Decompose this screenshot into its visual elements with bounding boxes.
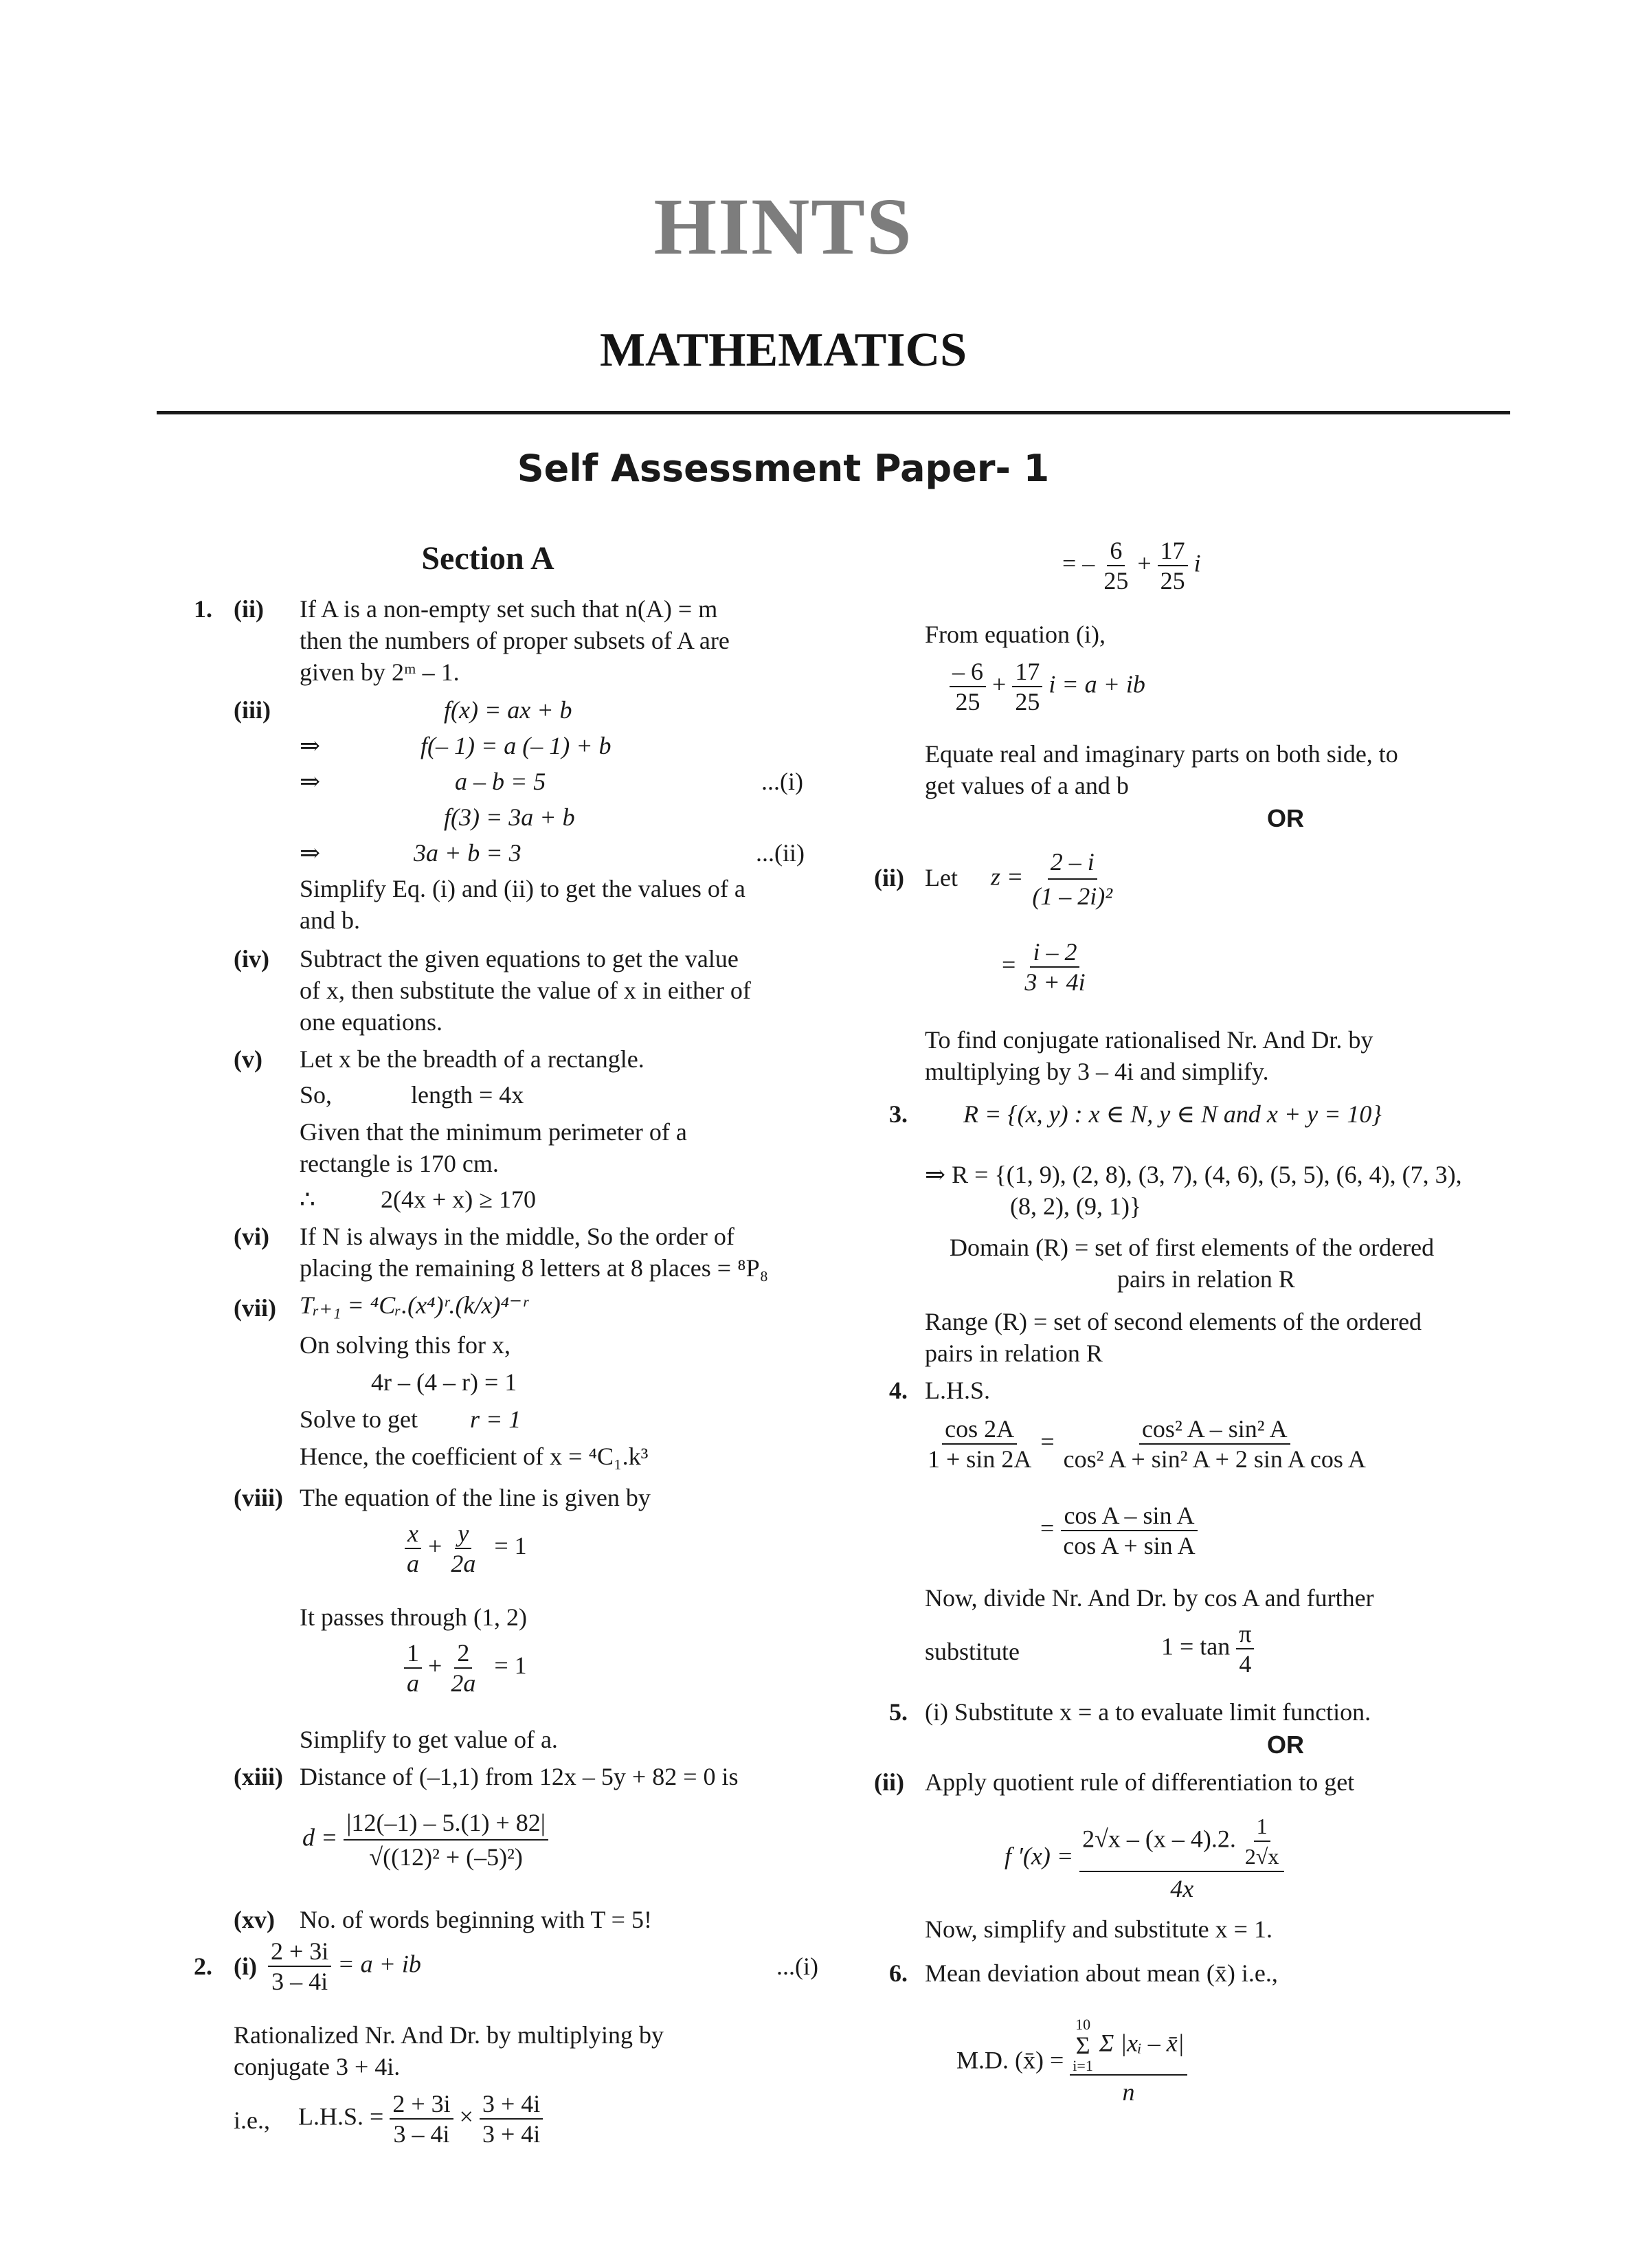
question-number: 2. (194, 1953, 212, 1980)
text-line: (i) Substitute x = a to evaluate limit function. (925, 1698, 1371, 1726)
implies-symbol: ⇒ (300, 768, 321, 795)
text-line: i.e., (234, 2106, 270, 2134)
equation: f(3) = 3a + b (444, 803, 575, 831)
equation: 4r – (4 – r) = 1 (371, 1368, 517, 1396)
text-line: Now, simplify and substitute x = 1. (925, 1915, 1272, 1943)
text-line: Solve to get (300, 1405, 418, 1433)
text-line: If A is a non-empty set such that n(A) = m (300, 595, 718, 623)
equation-fraction: $\frac{x}{a}$ + $\frac{y}{2a}$ = 1 (404, 1519, 527, 1578)
question-number: 1. (194, 595, 212, 623)
equation-fraction: 1 = tan $\frac{\pi}{4}$ (1161, 1619, 1254, 1678)
equation-fraction: M.D. (x̄) = 10 Σ i=1 Σ |xᵢ – x̄| n (956, 2016, 1187, 2109)
equation-tag: ...(ii) (756, 839, 805, 867)
equation: a – b = 5 (455, 768, 546, 795)
text-line: one equations. (300, 1008, 442, 1036)
part-marker: (ii) (874, 864, 904, 891)
part-marker: (xiii) (234, 1763, 283, 1790)
question-number: 6. (889, 1959, 908, 1987)
part-marker: (iv) (234, 945, 269, 972)
equation: 2(4x + x) ≥ 170 (381, 1186, 537, 1213)
or-label: OR (1267, 1731, 1304, 1759)
part-marker: (xv) (234, 1906, 275, 1933)
text-line: substitute (925, 1638, 1020, 1665)
equation: r = 1 (470, 1405, 521, 1433)
text-line: multiplying by 3 – 4i and simplify. (925, 1058, 1269, 1085)
text-line: If N is always in the middle, So the order of (300, 1223, 734, 1250)
text-line: Distance of (–1,1) from 12x – 5y + 82 = 0 is (300, 1763, 739, 1790)
question-number: 4. (889, 1377, 908, 1404)
text-line: get values of a and b (925, 772, 1129, 799)
text-line: Apply quotient rule of differentiation to get (925, 1768, 1355, 1796)
page-title: HINTS (653, 181, 913, 271)
question-number: 5. (889, 1698, 908, 1726)
section-heading: Section A (421, 540, 554, 577)
text-line: L.H.S. (925, 1377, 991, 1404)
text-line: Simplify to get value of a. (300, 1726, 558, 1753)
text-line: Let (925, 864, 958, 891)
or-label: OR (1267, 804, 1304, 832)
text-line: Let x be the breadth of a rectangle. (300, 1045, 644, 1073)
text-line: rectangle is 170 cm. (300, 1150, 499, 1177)
equation-fraction: $\frac{\cos 2A}{1 + \sin 2A}$ = $\frac{\text{cos² A – sin² A}}{\text{cos² A + sin² A + 2 sin A cos A}}$ (928, 1415, 1366, 1473)
text-line: Simplify Eq. (i) and (ii) to get the values of a (300, 875, 745, 902)
equation: f(– 1) = a (– 1) + b (420, 732, 612, 759)
text-line: Hence, the coefficient of x = ⁴C₁.k³ (300, 1443, 649, 1470)
part-marker: (iii) (234, 696, 271, 724)
text-line: (8, 2), (9, 1)} (1010, 1192, 1142, 1220)
text-line: Equate real and imaginary parts on both side, to (925, 740, 1398, 768)
text-line: ⇒ R = {(1, 9), (2, 8), (3, 7), (4, 6), (5, 5), (6, 4), (7, 3), (925, 1161, 1462, 1188)
question-number: 3. (889, 1100, 908, 1128)
text-line: No. of words beginning with T = 5! (300, 1906, 652, 1933)
text-line: Subtract the given equations to get the value (300, 945, 739, 972)
part-marker: (vii) (234, 1294, 276, 1322)
text-line: Range (R) = set of second elements of the ordered (925, 1308, 1422, 1335)
equation: 3a + b = 3 (414, 839, 521, 867)
equation-fraction: = $\frac{i - 2}{3 + 4i}$ (1002, 938, 1086, 996)
part-marker: (vi) (234, 1223, 269, 1250)
equation-tag: ...(i) (761, 768, 803, 795)
equation-fraction: L.H.S. = $\frac{2 + 3i}{3 - 4i}$ × $\frac{3 + 4i}{3 + 4i}$ (298, 2089, 543, 2148)
equation: length = 4x (411, 1081, 524, 1109)
text-line: To find conjugate rationalised Nr. And Dr. by (925, 1026, 1373, 1054)
part-marker: (ii) (874, 1768, 904, 1796)
subject-heading: MATHEMATICS (599, 324, 967, 377)
equation-fraction: $\frac{1}{a}$ + $\frac{2}{2a}$ = 1 (404, 1638, 527, 1698)
equation-fraction: d = $\frac{|12(-1) - 5.(1) + 82|}{\text{√((12)² + (–5)²)}}$ (302, 1806, 548, 1874)
text-line: Now, divide Nr. And Dr. by cos A and further (925, 1584, 1374, 1612)
header-divider (157, 411, 1510, 414)
text-line: conjugate 3 + 4i. (234, 2053, 401, 2080)
text-line: pairs in relation R (925, 1339, 1103, 1367)
equation-fraction: = $\frac{\text{cos A – sin A}}{\text{cos A + sin A}}$ (1040, 1501, 1198, 1560)
text-line: From equation (i), (925, 621, 1106, 648)
text-line: Given that the minimum perimeter of a (300, 1118, 687, 1146)
text-line: and b. (300, 907, 360, 934)
text-line: placing the remaining 8 letters at 8 places = ⁸P₈ (300, 1254, 769, 1282)
equation: f(x) = ax + b (444, 696, 572, 724)
text-line: On solving this for x, (300, 1331, 511, 1359)
text-line: So, (300, 1081, 333, 1109)
equation-tag: ...(i) (776, 1953, 818, 1980)
equation-fraction: $\frac{- 6}{25}$ + $\frac{17}{25}$ i = a + ib (950, 657, 1145, 716)
part-marker: (viii) (234, 1484, 283, 1511)
text-line: Rationalized Nr. And Dr. by multiplying by (234, 2021, 664, 2049)
implies-symbol: ⇒ (300, 732, 321, 759)
text-line: pairs in relation R (1117, 1265, 1295, 1293)
equation-fraction: = – $\frac{6}{25}$ + $\frac{17}{25}$ i (1062, 537, 1201, 594)
part-marker: (ii) (234, 595, 264, 623)
text-line: The equation of the line is given by (300, 1484, 651, 1511)
equation: Tᵣ₊₁ = ⁴Cᵣ.(x⁴)ʳ.(k/x)⁴⁻ʳ (300, 1291, 528, 1319)
equation-fraction: f ′(x) = 2√x – (x – 4).2. $\frac{1}{2√x}$ 4x (1005, 1812, 1284, 1905)
text-line: then the numbers of proper subsets of A are (300, 627, 730, 654)
therefore-symbol: ∴ (300, 1186, 315, 1213)
equation-fraction: $\frac{2 + 3i}{3 - 4i}$ = a + ib (268, 1937, 421, 1996)
text-line: It passes through (1, 2) (300, 1603, 527, 1631)
implies-symbol: ⇒ (300, 839, 321, 867)
equation-fraction: z = $\frac{2 - i}{\text{(1 – 2i)²}}$ (991, 845, 1115, 913)
equation: R = {(x, y) : x ∈ N, y ∈ N and x + y = 10} (963, 1100, 1382, 1128)
part-marker: (v) (234, 1045, 262, 1073)
text-line: Mean deviation about mean (x̄) i.e., (925, 1959, 1278, 1987)
part-marker: (i) (234, 1953, 257, 1980)
paper-heading: Self Assessment Paper- 1 (517, 447, 1050, 490)
text-line: given by 2ᵐ – 1. (300, 658, 460, 686)
text-line: of x, then substitute the value of x in either of (300, 977, 751, 1004)
text-line: Domain (R) = set of first elements of the ordered (950, 1234, 1435, 1261)
